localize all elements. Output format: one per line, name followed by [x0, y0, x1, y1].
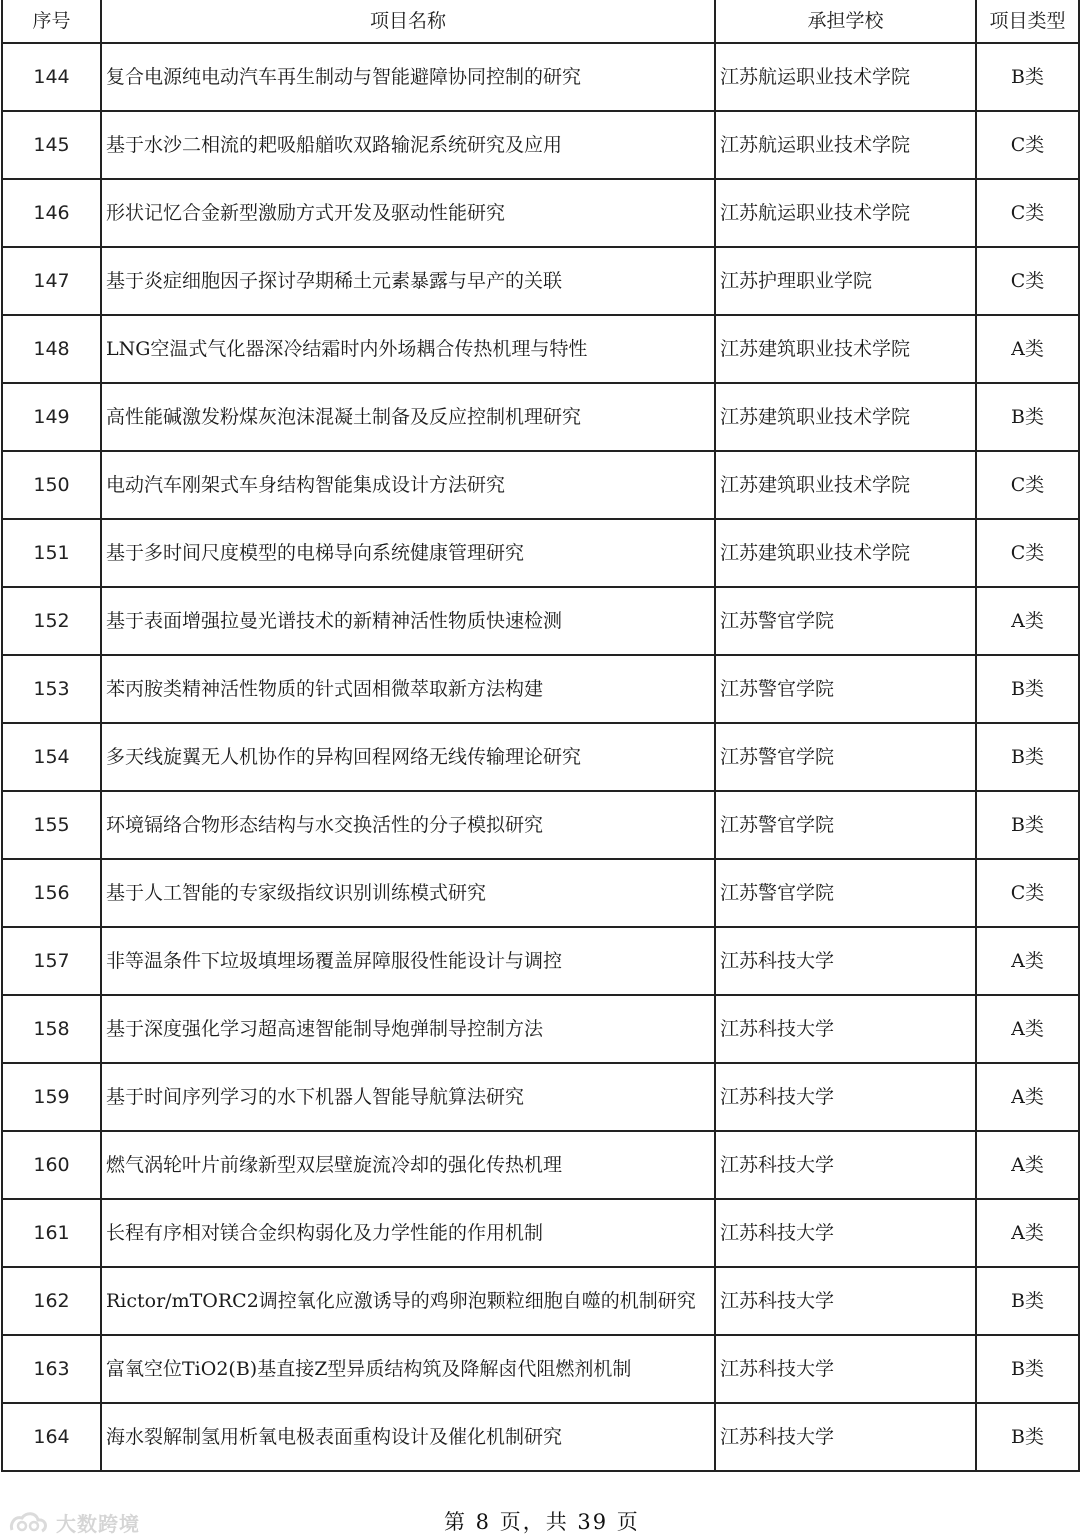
school-name: 江苏警官学院 — [715, 587, 976, 655]
row-number: 161 — [2, 1199, 101, 1267]
page-footer — [0, 1506, 1080, 1536]
row-number: 162 — [2, 1267, 101, 1335]
project-type: C类 — [976, 111, 1079, 179]
project-name: 苯丙胺类精神活性物质的针式固相微萃取新方法构建 — [101, 655, 715, 723]
project-name: 燃气涡轮叶片前缘新型双层壁旋流冷却的强化传热机理 — [101, 1131, 715, 1199]
row-number: 145 — [2, 111, 101, 179]
project-name: 电动汽车刚架式车身结构智能集成设计方法研究 — [101, 451, 715, 519]
project-type: C类 — [976, 247, 1079, 315]
project-type: A类 — [976, 995, 1079, 1063]
table-row — [2, 587, 1079, 655]
project-type: A类 — [976, 1063, 1079, 1131]
project-name: LNG空温式气化器深冷结霜时内外场耦合传热机理与特性 — [101, 315, 715, 383]
row-number: 151 — [2, 519, 101, 587]
school-name: 江苏科技大学 — [715, 995, 976, 1063]
project-type: C类 — [976, 179, 1079, 247]
school-name: 江苏警官学院 — [715, 655, 976, 723]
row-number: 146 — [2, 179, 101, 247]
table-row — [2, 927, 1079, 995]
table-row — [2, 1063, 1079, 1131]
row-number: 160 — [2, 1131, 101, 1199]
row-number: 149 — [2, 383, 101, 451]
project-type: A类 — [976, 927, 1079, 995]
school-name: 江苏科技大学 — [715, 927, 976, 995]
row-number: 164 — [2, 1403, 101, 1471]
school-name: 江苏科技大学 — [715, 1267, 976, 1335]
table-row — [2, 723, 1079, 791]
project-name: 海水裂解制氢用析氧电极表面重构设计及催化机制研究 — [101, 1403, 715, 1471]
project-name: 环境镉络合物形态结构与水交换活性的分子模拟研究 — [101, 791, 715, 859]
project-name: 基于多时间尺度模型的电梯导向系统健康管理研究 — [101, 519, 715, 587]
header-school: 承担学校 — [715, 0, 976, 43]
project-name: 基于人工智能的专家级指纹识别训练模式研究 — [101, 859, 715, 927]
row-number: 154 — [2, 723, 101, 791]
project-name: 基于深度强化学习超高速智能制导炮弹制导控制方法 — [101, 995, 715, 1063]
table-header — [2, 0, 1079, 43]
table-row — [2, 43, 1079, 111]
logo-icon — [8, 1510, 50, 1536]
page-number: 第 8 页，共 39 页 — [444, 1510, 640, 1534]
table-row — [2, 1335, 1079, 1403]
project-name: 高性能碱激发粉煤灰泡沫混凝土制备及反应控制机理研究 — [101, 383, 715, 451]
project-name: 基于表面增强拉曼光谱技术的新精神活性物质快速检测 — [101, 587, 715, 655]
project-type: B类 — [976, 791, 1079, 859]
table-row — [2, 1267, 1079, 1335]
project-type: C类 — [976, 519, 1079, 587]
project-name: 复合电源纯电动汽车再生制动与智能避障协同控制的研究 — [101, 43, 715, 111]
row-number: 163 — [2, 1335, 101, 1403]
table-body — [2, 43, 1079, 1471]
project-name: Rictor/mTORC2调控氧化应激诱导的鸡卵泡颗粒细胞自噬的机制研究 — [101, 1267, 715, 1335]
row-number: 148 — [2, 315, 101, 383]
project-type: A类 — [976, 587, 1079, 655]
watermark — [8, 1508, 140, 1537]
row-number: 147 — [2, 247, 101, 315]
project-type: C类 — [976, 451, 1079, 519]
table-row — [2, 1199, 1079, 1267]
row-number: 155 — [2, 791, 101, 859]
project-name: 基于炎症细胞因子探讨孕期稀土元素暴露与早产的关联 — [101, 247, 715, 315]
header-row — [2, 0, 1079, 43]
school-name: 江苏警官学院 — [715, 859, 976, 927]
table-row — [2, 451, 1079, 519]
project-type: B类 — [976, 723, 1079, 791]
header-type: 项目类型 — [976, 0, 1079, 43]
project-type: C类 — [976, 859, 1079, 927]
school-name: 江苏科技大学 — [715, 1131, 976, 1199]
row-number: 153 — [2, 655, 101, 723]
school-name: 江苏航运职业技术学院 — [715, 179, 976, 247]
project-type: B类 — [976, 655, 1079, 723]
projects-table — [1, 0, 1080, 1472]
table-row — [2, 247, 1079, 315]
school-name: 江苏建筑职业技术学院 — [715, 451, 976, 519]
table-row — [2, 179, 1079, 247]
project-type: A类 — [976, 1131, 1079, 1199]
row-number: 150 — [2, 451, 101, 519]
project-name: 非等温条件下垃圾填埋场覆盖屏障服役性能设计与调控 — [101, 927, 715, 995]
project-type: A类 — [976, 1199, 1079, 1267]
school-name: 江苏建筑职业技术学院 — [715, 315, 976, 383]
table-row — [2, 655, 1079, 723]
row-number: 152 — [2, 587, 101, 655]
table-row — [2, 111, 1079, 179]
school-name: 江苏警官学院 — [715, 791, 976, 859]
table-row — [2, 519, 1079, 587]
table-row — [2, 995, 1079, 1063]
project-name: 基于水沙二相流的耙吸船艏吹双路输泥系统研究及应用 — [101, 111, 715, 179]
project-name: 基于时间序列学习的水下机器人智能导航算法研究 — [101, 1063, 715, 1131]
school-name: 江苏护理职业学院 — [715, 247, 976, 315]
project-type: B类 — [976, 43, 1079, 111]
project-type: B类 — [976, 1403, 1079, 1471]
school-name: 江苏建筑职业技术学院 — [715, 383, 976, 451]
school-name: 江苏警官学院 — [715, 723, 976, 791]
school-name: 江苏科技大学 — [715, 1403, 976, 1471]
header-no: 序号 — [2, 0, 101, 43]
project-name: 富氧空位TiO2(B)基直接Z型异质结构筑及降解卤代阻燃剂机制 — [101, 1335, 715, 1403]
project-name: 多天线旋翼无人机协作的异构回程网络无线传输理论研究 — [101, 723, 715, 791]
project-name: 长程有序相对镁合金织构弱化及力学性能的作用机制 — [101, 1199, 715, 1267]
table-row — [2, 859, 1079, 927]
table-row — [2, 383, 1079, 451]
project-name: 形状记忆合金新型激励方式开发及驱动性能研究 — [101, 179, 715, 247]
school-name: 江苏航运职业技术学院 — [715, 111, 976, 179]
watermark-text: 大数跨境 — [56, 1512, 140, 1536]
row-number: 158 — [2, 995, 101, 1063]
project-type: B类 — [976, 1335, 1079, 1403]
project-type: B类 — [976, 1267, 1079, 1335]
school-name: 江苏航运职业技术学院 — [715, 43, 976, 111]
table-row — [2, 1131, 1079, 1199]
row-number: 157 — [2, 927, 101, 995]
school-name: 江苏科技大学 — [715, 1063, 976, 1131]
row-number: 144 — [2, 43, 101, 111]
school-name: 江苏科技大学 — [715, 1199, 976, 1267]
project-type: B类 — [976, 383, 1079, 451]
table-row — [2, 1403, 1079, 1471]
school-name: 江苏建筑职业技术学院 — [715, 519, 976, 587]
row-number: 156 — [2, 859, 101, 927]
school-name: 江苏科技大学 — [715, 1335, 976, 1403]
table-row — [2, 791, 1079, 859]
row-number: 159 — [2, 1063, 101, 1131]
header-name: 项目名称 — [101, 0, 715, 43]
project-type: A类 — [976, 315, 1079, 383]
table-row — [2, 315, 1079, 383]
